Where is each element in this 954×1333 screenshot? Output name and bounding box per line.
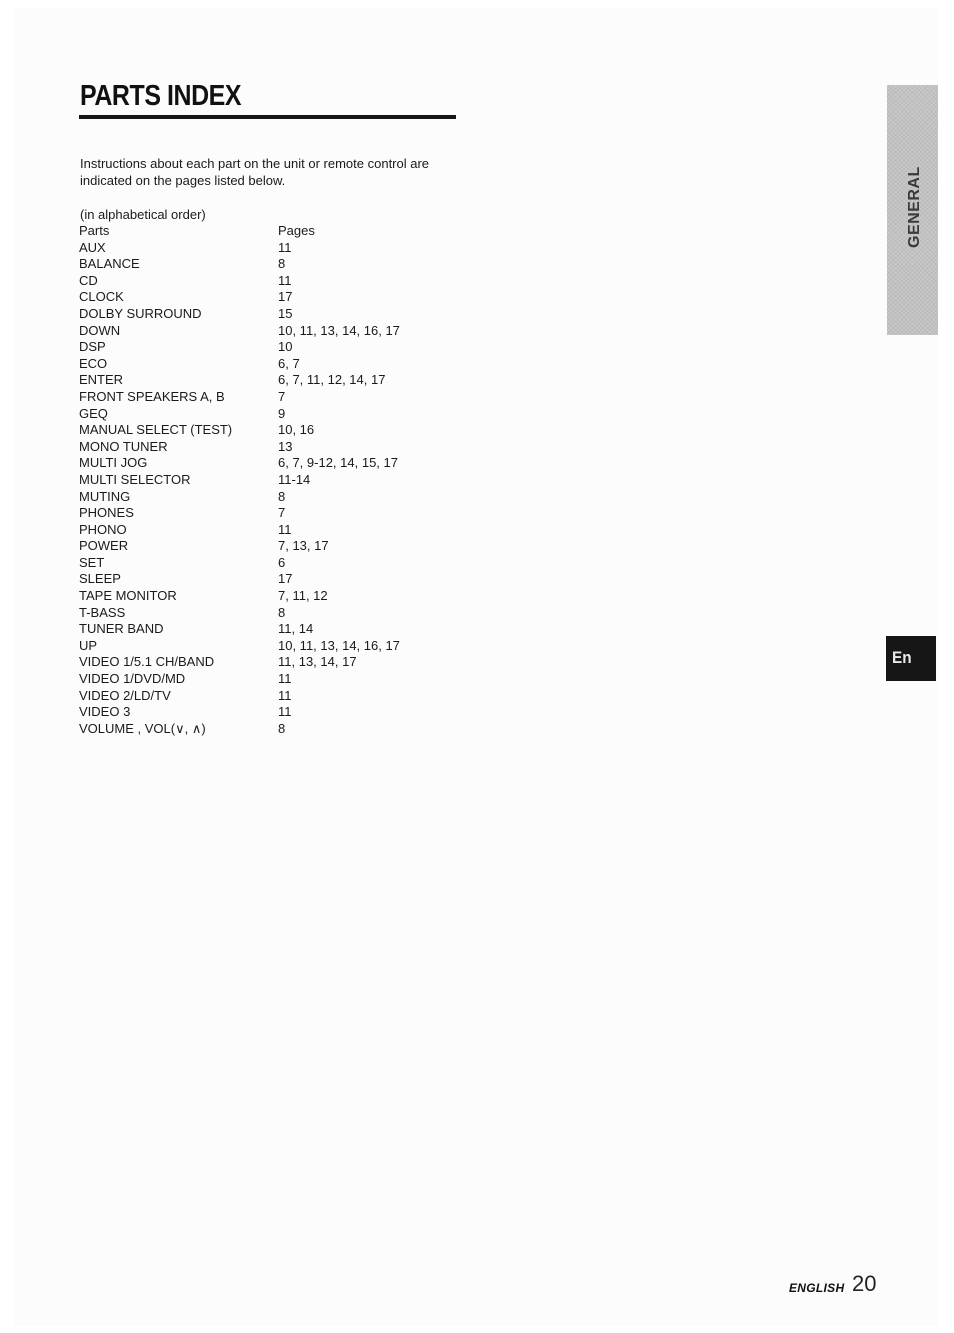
general-tab-label: GENERAL xyxy=(906,166,923,248)
table-body xyxy=(79,240,400,738)
part-name: VIDEO 3 xyxy=(79,704,131,720)
language-tab-label: En xyxy=(892,648,912,667)
part-pages: 11 xyxy=(278,521,292,537)
part-name: PHONO xyxy=(79,521,127,537)
parts-index-table xyxy=(79,223,400,737)
table-row xyxy=(79,472,400,489)
part-pages: 7, 13, 17 xyxy=(278,538,329,554)
table-row xyxy=(79,406,400,423)
table-row xyxy=(79,671,400,688)
part-name: MONO TUNER xyxy=(79,438,168,454)
table-row xyxy=(79,256,400,273)
table-row xyxy=(79,372,400,389)
part-name: VIDEO 1/DVD/MD xyxy=(79,671,186,687)
part-pages: 11-14 xyxy=(278,471,311,487)
part-name: CD xyxy=(79,272,98,288)
part-name: DSP xyxy=(79,339,106,355)
order-note: (in alphabetical order) xyxy=(80,207,206,222)
part-name: MUTING xyxy=(79,488,131,504)
table-row xyxy=(79,522,400,539)
table-row xyxy=(79,422,400,439)
table-row xyxy=(79,605,400,622)
part-pages: 10 xyxy=(278,339,293,355)
part-pages: 8 xyxy=(278,488,286,504)
table-row xyxy=(79,489,400,506)
part-name: MULTI JOG xyxy=(79,455,148,471)
part-name: SLEEP xyxy=(79,571,121,587)
part-pages: 8 xyxy=(278,604,286,620)
part-pages: 7, 11, 12 xyxy=(278,588,328,604)
footer-language: ENGLISH xyxy=(789,1281,845,1295)
part-pages: 11, 13, 14, 17 xyxy=(278,654,357,670)
part-pages: 7 xyxy=(278,388,286,404)
table-row xyxy=(79,323,400,340)
part-name: VIDEO 2/LD/TV xyxy=(79,687,171,703)
part-name: VOLUME , VOL(∨, ∧) xyxy=(79,720,206,736)
part-pages: 10, 11, 13, 14, 16, 17 xyxy=(278,322,400,338)
part-pages: 10, 16 xyxy=(278,422,315,438)
table-row xyxy=(79,704,400,721)
part-name: DOWN xyxy=(79,322,121,338)
table-row xyxy=(79,538,400,555)
part-name: TUNER BAND xyxy=(79,621,164,637)
part-pages: 11 xyxy=(278,687,292,703)
intro-text: Instructions about each part on the unit or remote control are indicated on the pages listed below. xyxy=(80,156,430,188)
part-name: SET xyxy=(79,554,105,570)
part-pages: 11, 14 xyxy=(278,621,314,637)
table-row xyxy=(79,588,400,605)
part-pages: 11 xyxy=(278,704,292,720)
part-pages: 6, 7, 9-12, 14, 15, 17 xyxy=(278,455,398,471)
table-row xyxy=(79,555,400,572)
part-name: FRONT SPEAKERS A, B xyxy=(79,388,225,404)
header-parts: Parts xyxy=(79,223,110,238)
table-row xyxy=(79,621,400,638)
table-row xyxy=(79,638,400,655)
part-pages: 6 xyxy=(278,554,286,570)
part-pages: 6, 7 xyxy=(278,355,300,371)
part-name: DOLBY SURROUND xyxy=(79,305,202,321)
part-pages: 8 xyxy=(278,256,286,272)
part-name: MANUAL SELECT (TEST) xyxy=(79,422,233,438)
part-name: BALANCE xyxy=(79,256,140,272)
page-title: PARTS INDEX xyxy=(80,80,242,112)
part-name: CLOCK xyxy=(79,289,124,305)
table-row xyxy=(79,356,400,373)
table-row xyxy=(79,273,400,290)
part-name: UP xyxy=(79,637,98,653)
part-pages: 11 xyxy=(278,239,292,255)
table-row xyxy=(79,306,400,323)
table-row xyxy=(79,389,400,406)
part-name: ECO xyxy=(79,355,108,371)
table-row xyxy=(79,339,400,356)
part-pages: 17 xyxy=(278,289,293,305)
table-header xyxy=(79,223,400,240)
part-pages: 9 xyxy=(278,405,286,421)
part-name: VIDEO 1/5.1 CH/BAND xyxy=(79,654,215,670)
part-name: PHONES xyxy=(79,505,134,521)
part-name: POWER xyxy=(79,538,129,554)
part-pages: 7 xyxy=(278,505,286,521)
table-row xyxy=(79,688,400,705)
part-pages: 17 xyxy=(278,571,293,587)
table-row xyxy=(79,439,400,456)
part-pages: 10, 11, 13, 14, 16, 17 xyxy=(278,637,400,653)
part-pages: 15 xyxy=(278,305,293,321)
table-row xyxy=(79,289,400,306)
table-row xyxy=(79,455,400,472)
part-name: TAPE MONITOR xyxy=(79,588,177,604)
table-row xyxy=(79,721,400,738)
table-row xyxy=(79,505,400,522)
title-underline xyxy=(79,115,456,119)
part-name: T-BASS xyxy=(79,604,126,620)
part-pages: 11 xyxy=(278,272,292,288)
part-pages: 6, 7, 11, 12, 14, 17 xyxy=(278,372,386,388)
part-pages: 13 xyxy=(278,438,293,454)
page-number: 20 xyxy=(852,1271,877,1296)
part-name: MULTI SELECTOR xyxy=(79,471,191,487)
table-row xyxy=(79,654,400,671)
part-name: ENTER xyxy=(79,372,124,388)
part-name: GEQ xyxy=(79,405,108,421)
table-row xyxy=(79,571,400,588)
part-pages: 11 xyxy=(278,671,292,687)
table-row xyxy=(79,240,400,257)
header-pages: Pages xyxy=(278,223,315,238)
part-pages: 8 xyxy=(278,720,286,736)
part-name: AUX xyxy=(79,239,106,255)
